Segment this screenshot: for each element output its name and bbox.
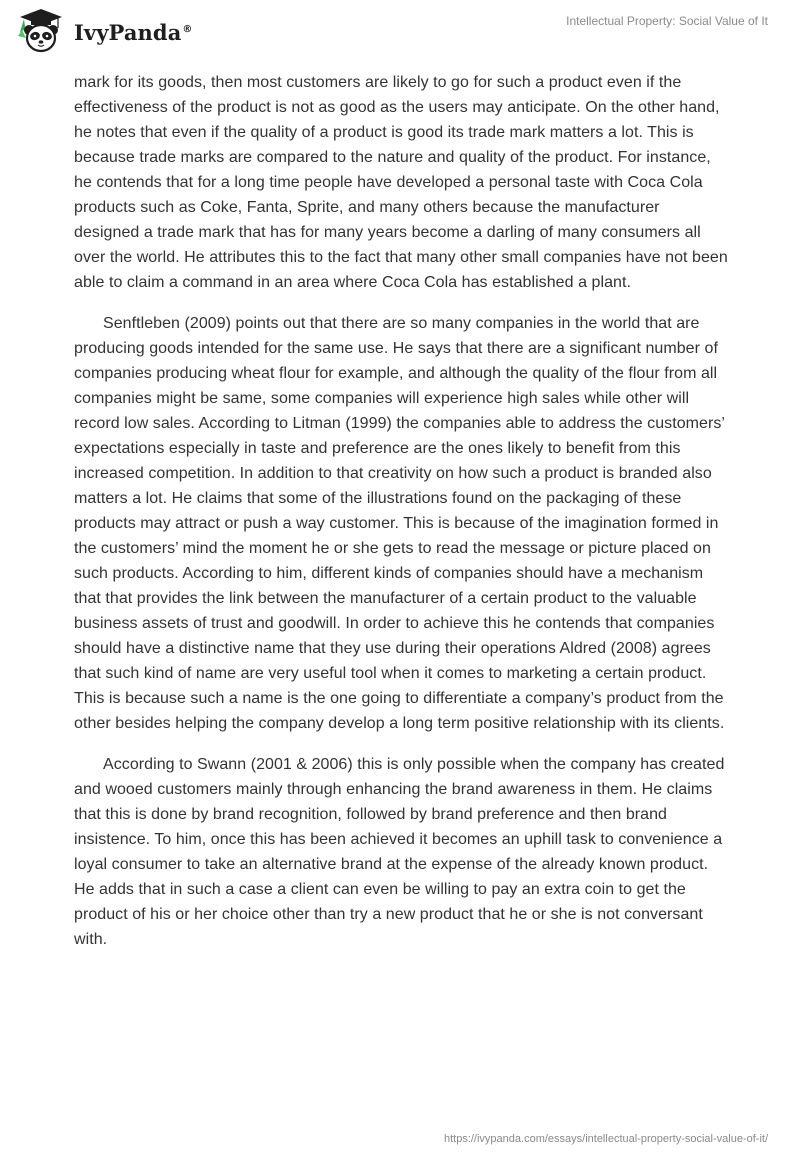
page-header [0, 0, 800, 70]
paragraph-2: Senftleben (2009) points out that there are so many companies in the world that are producing goods intended for the same use. He says that there are a significant number of companies producing wheat flour for example, and although the quality of the flour from all companies might be same, some companies will experience high sales while other will record low sales. According to Litman (1999) the companies able to address the customers’ expectations especially in taste and preference are the ones likely to benefit from this increased competition. In addition to that creativity on how such a product is branded also matters a lot. He claims that some of the illustrations found on the packaging of these products may attract or push a way customer. This is because of the imagination formed in the customers’ mind the moment he or she gets to read the message or picture placed on such products. According to him, different kinds of companies should have a mechanism that that provides the link between the manufacturer of a certain product to the valuable business assets of trust and goodwill. In order to achieve this he contends that companies should have a distinctive name that they use during their operations Aldred (2008) agrees that such kind of name are very useful tool when it comes to marketing a certain product. This is because such a name is the one going to differentiate a company’s product from the other besides helping the company develop a long term positive relationship with its clients. [74, 315, 725, 732]
essay-body [74, 70, 728, 968]
logo-name: IvyPanda [74, 19, 182, 45]
logo-wordmark [74, 20, 193, 45]
document-title: Intellectual Property: Social Value of It [566, 14, 768, 28]
ivypanda-logo[interactable] [14, 8, 193, 54]
panda-graduate-icon [14, 8, 68, 54]
paragraph-3: According to Swann (2001 & 2006) this is only possible when the company has created and wooed customers mainly through enhancing the brand awareness in them. He claims that this is done by brand recognition, followed by brand preference and then brand insistence. To him, once this has been achieved it becomes an uphill task to convenience a loyal consumer to take an alternative brand at the expense of the already known product. He adds that in such a case a client can even be willing to pay an extra coin to get the product of his or her choice other than try a new product that he or she is not conversant with. [74, 756, 725, 948]
source-url[interactable]: https://ivypanda.com/essays/intellectual-property-social-value-of-it/ [443, 1133, 768, 1145]
registered-mark: ® [182, 23, 193, 35]
paragraph-1: mark for its goods, then most customers are likely to go for such a product even if the effectiveness of the product is not as good as the users may anticipate. On the other hand, he notes that even if the quality of a product is good its trade mark matters a lot. This is because trade marks are compared to the nature and quality of the product. For instance, he contends that for a long time people have developed a personal taste with Coca Cola products such as Coke, Fanta, Sprite, and many others because the manufacturer designed a trade mark that has for many years become a darling of many consumers all over the world. He attributes this to the fact that many other small companies have not been able to claim a command in an area where Coca Cola has established a plant. [74, 74, 728, 291]
